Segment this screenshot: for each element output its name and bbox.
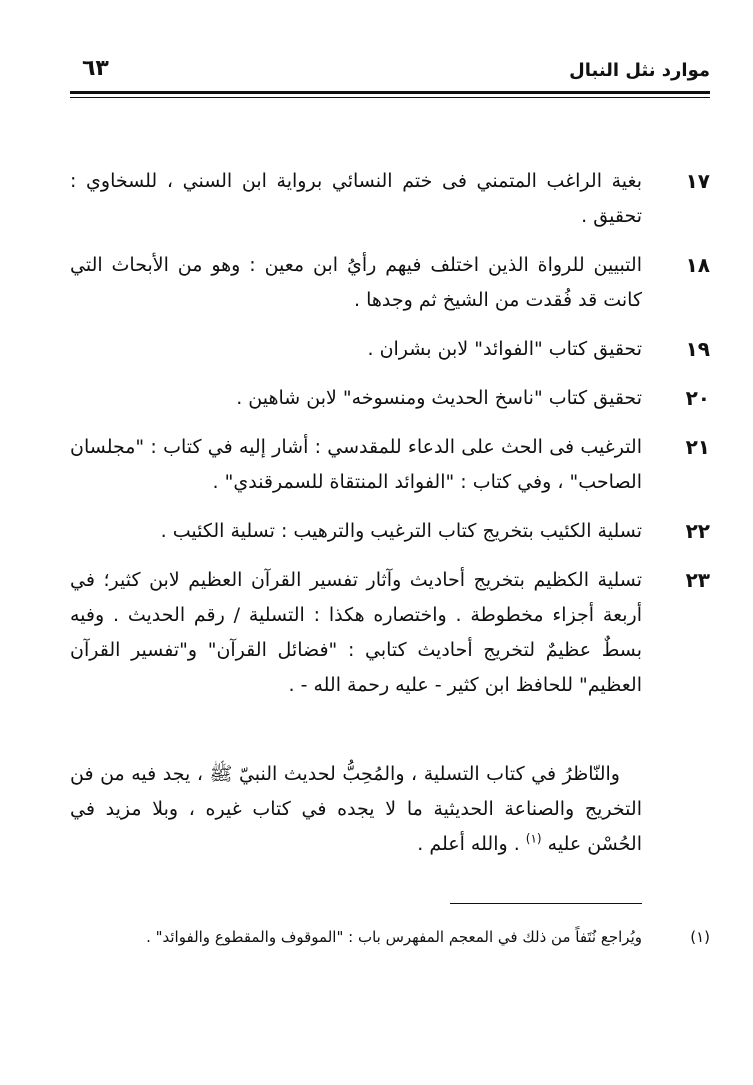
list-item: [70, 381, 710, 416]
list-item: [70, 563, 710, 703]
page-number: ٦٣: [82, 56, 109, 81]
running-title: موارد نثل النبال: [569, 60, 710, 81]
closing-tail: . والله أعلم .: [417, 833, 520, 855]
entry-number: ٢٣: [685, 568, 710, 592]
entry-number: ٢٢: [685, 519, 710, 543]
list-item: [70, 514, 710, 549]
footnote-reference[interactable]: (١): [525, 831, 542, 846]
entry-text: الترغيب فى الحث على الدعاء للمقدسي : أشار إليه في كتاب : "مجلسان الصاحب" ، وفي كتاب : "الفوائد المنتقاة للسمرقندي" .: [70, 436, 642, 493]
entry-text: بغية الراغب المتمني فى ختم النسائي برواية ابن السني ، للسخاوي : تحقيق .: [70, 170, 642, 227]
entry-number: ١٨: [685, 253, 710, 277]
entry-list: [70, 164, 710, 717]
page-header: [70, 52, 710, 92]
closing-text: والنّاظرُ في كتاب التسلية ، والمُحِبُّ لحديث النبيّ ﷺ ، يجد فيه من فن التخريج والصناعة الحديثية ما لا يجده في كتاب غيره ، وبلا مزيد في الحُسْن عليه: [70, 763, 642, 855]
entry-text: تسلية الكظيم بتخريج أحاديث وآثار تفسير القرآن العظيم لابن كثير؛ في أربعة أجزاء مخطوطة . واختصاره هكذا : التسلية / رقم الحديث . وفيه بسطٌ عظيمٌ لتخريج أحاديث كتابي : "فضائل القرآن" و"تفسير القرآن العظيم" للحافظ ابن كثير - عليه رحمة الله - .: [70, 569, 642, 696]
footnote: [70, 922, 710, 952]
footnote-number: (١): [690, 928, 710, 946]
list-item: [70, 164, 710, 234]
footnote-divider: [450, 903, 642, 904]
entry-number: ٢٠: [685, 386, 710, 410]
entry-text: تسلية الكئيب بتخريج كتاب الترغيب والترهيب : تسلية الكئيب .: [160, 520, 642, 542]
entry-text: تحقيق كتاب "ناسخ الحديث ومنسوخه" لابن شاهين .: [236, 387, 642, 409]
entry-number: ١٩: [685, 337, 710, 361]
entry-text: التبيين للرواة الذين اختلف فيهم رأيُ ابن معين : وهو من الأبحاث التي كانت قد فُقدت من الشيخ ثم وجدها .: [70, 254, 642, 311]
list-item: [70, 248, 710, 318]
header-rule-thin: [70, 97, 710, 98]
footnote-text: ويُراجع نُتَفاً من ذلك في المعجم المفهرس باب : "الموقوف والمقطوع والفوائد" .: [146, 928, 642, 946]
list-item: [70, 430, 710, 500]
entry-number: ٢١: [685, 435, 710, 459]
header-rule-thick: [70, 91, 710, 94]
entry-text: تحقيق كتاب "الفوائد" لابن بشران .: [367, 338, 642, 360]
entry-number: ١٧: [685, 169, 710, 193]
closing-paragraph: [70, 757, 642, 862]
list-item: [70, 332, 710, 367]
